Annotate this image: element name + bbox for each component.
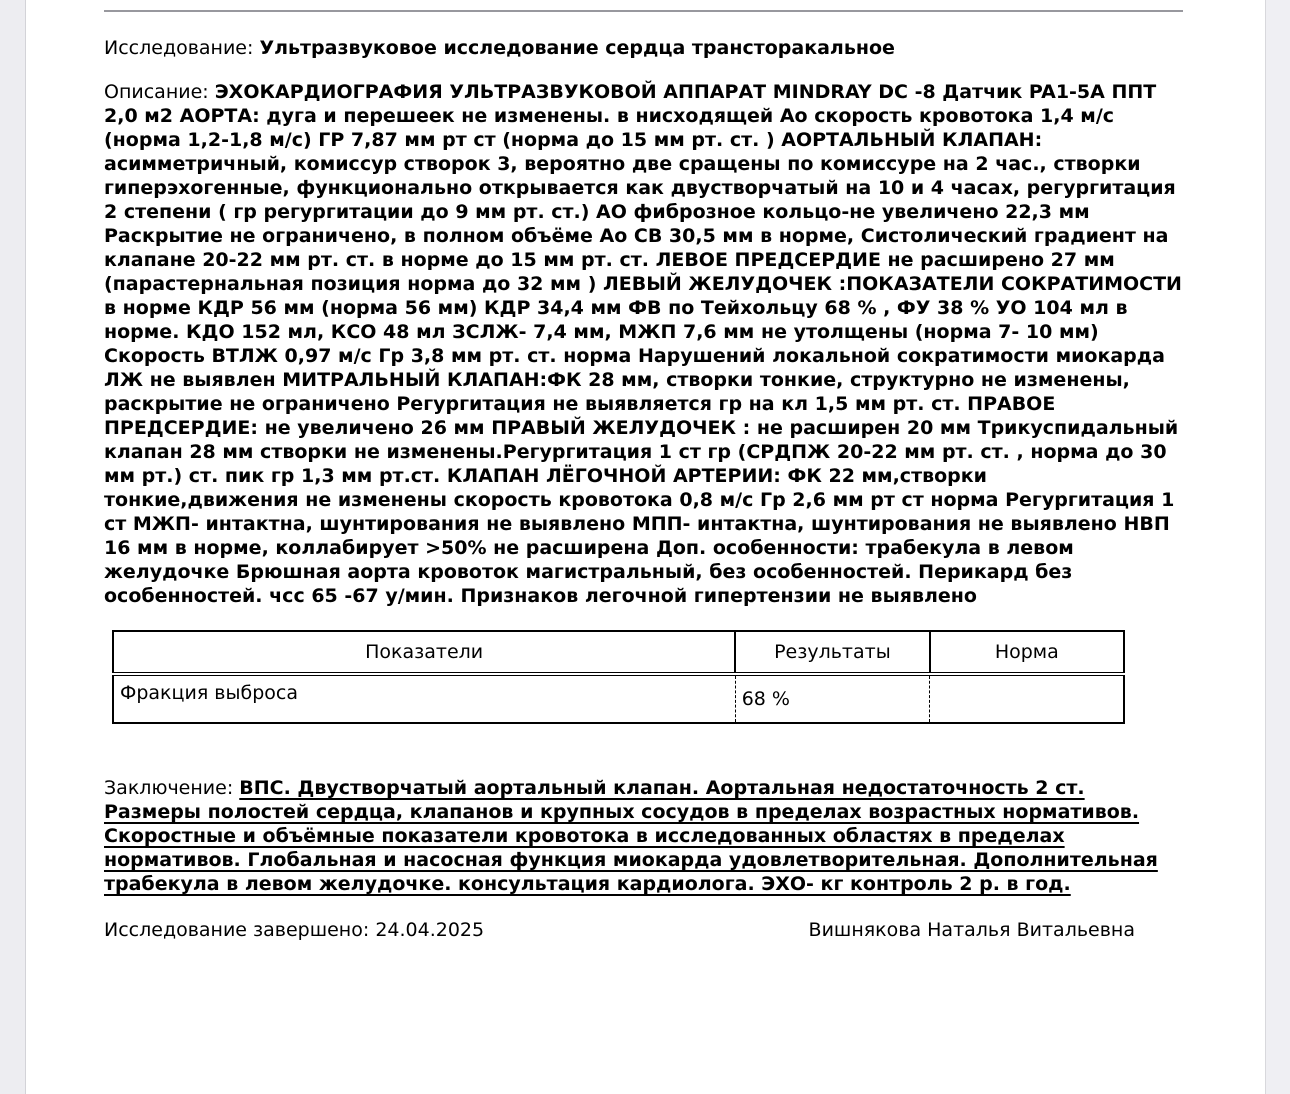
conclusion-label: Заключение: — [104, 777, 234, 799]
report-page — [104, 0, 1183, 942]
cell-norm — [930, 674, 1124, 723]
study-value: Ультразвуковое исследование сердца трансторакальное — [259, 37, 895, 59]
cell-result: 68 % — [735, 674, 929, 723]
table-row — [113, 674, 1124, 723]
top-divider — [104, 10, 1183, 12]
doctor-name: Вишнякова Наталья Витальевна — [808, 919, 1135, 941]
description-label: Описание: — [104, 81, 209, 103]
conclusion-paragraph — [104, 776, 1183, 896]
description-text: ЭХОКАРДИОГРАФИЯ УЛЬТРАЗВУКОВОЙ АППАРАТ MINDRAY DC -8 Датчик PA1-5A ППТ 2,0 м2 АОРТА: дуга и перешеек не изменены. в нисходящей Ао скорость кровотока 1,4 м/с (норма 1,2-1,8 м/с) ГР 7,87 мм рт ст (норма до 15 мм рт. ст. ) АОРТАЛЬНЫЙ КЛАПАН: асимметричный, комиссур створок 3, вероятно две сращены по комиссуре на 2 час., створки гиперэхогенные, функционально открывается как двустворчатый на 10 и 4 часах, регургитация 2 степени ( гр регургитации до 9 мм рт. ст.) АО фиброзное кольцо-не увеличено 22,3 мм Раскрытие не ограничено, в полном объёме Ао СВ 30,5 мм в норме, Систолический градиент на клапане 20-22 мм рт. ст. в норме до 15 мм рт. ст. ЛЕВОЕ ПРЕДСЕРДИЕ не расширено 27 мм (парастернальная позиция норма до 32 мм ) ЛЕВЫЙ ЖЕЛУДОЧЕК :ПОКАЗАТЕЛИ СОКРАТИМОСТИ в норме КДР 56 мм (норма 56 мм) КДР 34,4 мм ФВ по Тейхольцу 68 % , ФУ 38 % УО 104 мл в норме. КДО 152 мл, КСО 48 мл ЗСЛЖ- 7,4 мм, МЖП 7,6 мм не утолщены (норма 7- 10 мм) Скорость ВТЛЖ 0,97 м/с Гр 3,8 мм рт. ст. норма Нарушений локальной сократимости миокарда ЛЖ не выявлен МИТРАЛЬНЫЙ КЛАПАН:ФК 28 мм, створки тонкие, структурно не изменены, раскрытие не ограничено Регургитация не выявляется гр на кл 1,5 мм рт. ст. ПРАВОЕ ПРЕДСЕРДИЕ: не увеличено 26 мм ПРАВЫЙ ЖЕЛУДОЧЕК : не расширен 20 мм Трикуспидальный клапан 28 мм створки не изменены.Регургитация 1 ст гр (СРДПЖ 20-22 мм рт. ст. , норма до 30 мм рт.) ст. пик гр 1,3 мм рт.ст. КЛАПАН ЛЁГОЧНОЙ АРТЕРИИ: ФК 22 мм,створки тонкие,движения не изменены скорость кровотока 0,8 м/с Гр 2,6 мм рт ст норма Регургитация 1 ст МЖП- интактна, шунтирования не выявлено МПП- интактна, шунтирования не выявлено НВП 16 мм в норме, коллабирует >50% не расширена Доп. особенности: трабекула в левом желудочке Брюшная аорта кровоток магистральный, без особенностей. Перикард без особенностей. чсс 65 -67 у/мин. Признаков легочной гипертензии не выявлено — [104, 81, 1182, 607]
conclusion-text: ВПС. Двустворчатый аортальный клапан. Аортальная недостаточность 2 ст. Размеры полостей сердца, клапанов и крупных сосудов в пределах возрастных нормативов. Скоростные и объёмные показатели кровотока в исследованных областях в пределах нормативов. Глобальная и насосная функция миокарда удовлетворительная. Дополнительная трабекула в левом желудочке. консультация кардиолога. ЭХО- кг контроль 2 р. в год. — [104, 777, 1158, 895]
study-line — [104, 36, 1183, 60]
completed-date: 24.04.2025 — [375, 919, 485, 941]
cell-indicator: Фракция выброса — [120, 682, 298, 704]
study-label: Исследование: — [104, 37, 254, 59]
column-header-results: Результаты — [735, 631, 929, 674]
column-header-norm: Норма — [930, 631, 1124, 674]
completed-line — [104, 918, 484, 942]
page-left-margin-band — [0, 0, 26, 1094]
page-right-margin-band — [1265, 0, 1290, 1094]
footer-line — [104, 918, 1183, 942]
completed-label: Исследование завершено: — [104, 919, 370, 941]
results-table — [112, 630, 1125, 724]
column-header-indicators: Показатели — [113, 631, 735, 674]
description-paragraph — [104, 80, 1183, 608]
results-table-header-row — [113, 631, 1124, 674]
